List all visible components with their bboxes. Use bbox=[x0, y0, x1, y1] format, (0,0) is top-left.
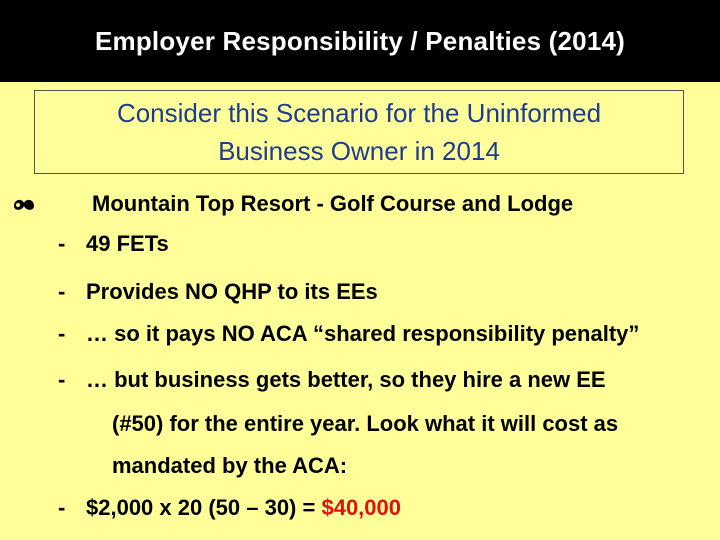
list-item bbox=[58, 274, 378, 310]
dash-marker: - bbox=[58, 279, 66, 304]
dash-marker: - bbox=[58, 231, 66, 256]
scenario-box bbox=[34, 90, 684, 174]
title-bar bbox=[0, 0, 720, 82]
scenario-line-1: Consider this Scenario for the Uninformed bbox=[116, 98, 602, 128]
wingding-bullet-icon bbox=[12, 194, 70, 214]
list-item-text: 49 FETs bbox=[86, 231, 169, 256]
formula-prefix: $2,000 x 20 (50 – 30) = bbox=[86, 495, 322, 520]
list-item bbox=[58, 362, 606, 398]
list-item-text: Provides NO QHP to its EEs bbox=[86, 279, 378, 304]
list-item-text: … so it pays NO ACA “shared responsibility penalty” bbox=[86, 321, 640, 346]
formula-item bbox=[58, 490, 401, 526]
slide-title: Employer Responsibility / Penalties (2014) bbox=[94, 25, 626, 56]
dash-marker: - bbox=[58, 495, 66, 520]
list-item bbox=[58, 226, 169, 262]
main-bullet-text: Mountain Top Resort - Golf Course and Lodge bbox=[92, 191, 574, 216]
main-bullet bbox=[12, 186, 573, 222]
dash-marker: - bbox=[58, 367, 66, 392]
continuation-line-2: mandated by the ACA: bbox=[112, 453, 348, 478]
scenario-line-2: Business Owner in 2014 bbox=[218, 136, 500, 166]
formula-result: $40,000 bbox=[321, 495, 401, 520]
list-item bbox=[58, 316, 639, 352]
dash-marker: - bbox=[58, 321, 66, 346]
list-item-text: … but business gets better, so they hire a new EE bbox=[86, 367, 606, 392]
continuation-line-1: (#50) for the entire year. Look what it will cost as bbox=[112, 411, 619, 436]
